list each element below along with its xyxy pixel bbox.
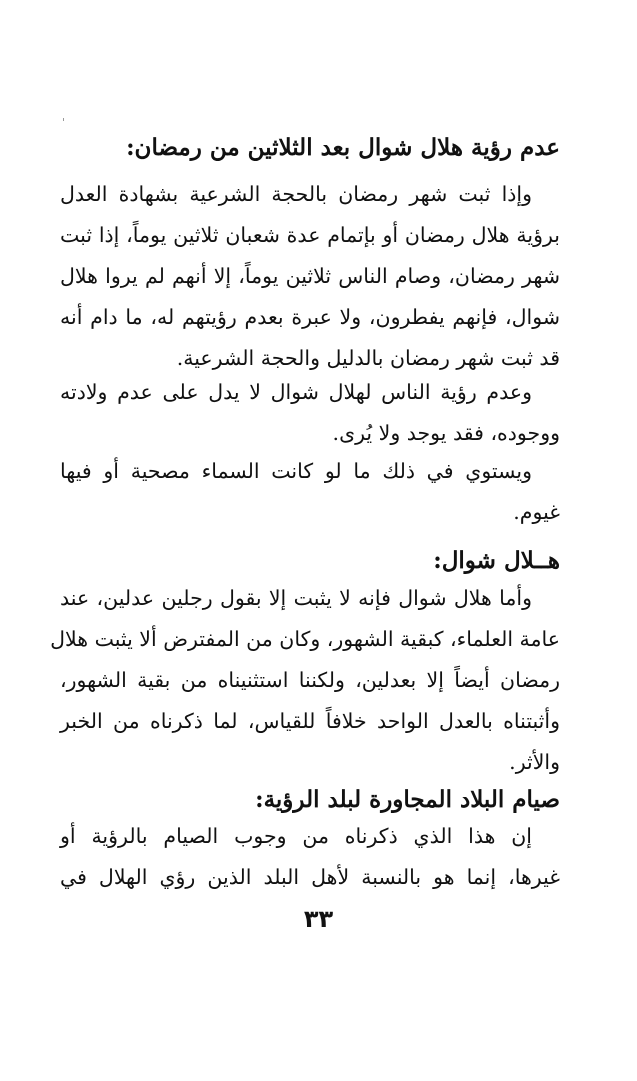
heading-shawwal-crescent: هــلال شوال:	[433, 547, 560, 574]
paragraph-not-seeing-crescent	[60, 372, 560, 454]
paragraph-ramadan-established	[60, 174, 560, 379]
heading-shawwal-crescent-not-seen: عدم رؤية هلال شوال بعد الثلاثين من رمضان:	[126, 134, 560, 161]
scan-mark	[63, 118, 64, 121]
text-line: وعدم رؤية الناس لهلال شوال لا يدل على عدم ولادته	[60, 380, 532, 404]
text-line: وإذا ثبت شهر رمضان بالحجة الشرعية بشهادة العدل	[60, 182, 532, 206]
text-line: شوال، فإنهم يفطرون، ولا عبرة بعدم رؤيتهم له، ما دام أنه	[60, 305, 560, 329]
paragraph-two-witnesses	[50, 578, 560, 783]
text-line: عامة العلماء، كبقية الشهور، وكان من المفترض ألا يثبت هلال	[50, 627, 560, 651]
text-line: ويستوي في ذلك ما لو كانت السماء مصحية أو فيها	[60, 459, 532, 483]
text-line: شهر رمضان، وصام الناس ثلاثين يوماً، إلا أنهم لم يروا هلال	[60, 264, 560, 288]
text-line: والأثر.	[509, 750, 560, 774]
text-line: رمضان أيضاً إلا بعدلين، ولكننا استثنيناه من بقية الشهور،	[60, 668, 560, 692]
text-line: إن هذا الذي ذكرناه من وجوب الصيام بالرؤية أو	[60, 824, 532, 848]
paragraph-clear-or-cloudy-sky	[60, 451, 560, 533]
text-line: غيرها، إنما هو بالنسبة لأهل البلد الذين رؤي الهلال في	[60, 865, 560, 889]
text-line: قد ثبت شهر رمضان بالدليل والحجة الشرعية.	[176, 346, 560, 370]
text-line: برؤية هلال رمضان أو بإتمام عدة شعبان ثلاثين يوماً، إذا ثبت	[60, 223, 560, 247]
text-line: ووجوده، فقد يوجد ولا يُرى.	[332, 421, 560, 445]
page-number: ٣٣	[303, 905, 334, 933]
paragraph-sighting-location	[60, 816, 560, 898]
text-line: وأثبتناه بالعدل الواحد خلافاً للقياس، لما ذكرناه من الخبر	[60, 709, 560, 733]
heading-neighboring-countries-fasting: صيام البلاد المجاورة لبلد الرؤية:	[255, 786, 560, 813]
text-line: وأما هلال شوال فإنه لا يثبت إلا بقول رجلين عدلين، عند	[60, 586, 532, 610]
text-line: غيوم.	[513, 500, 560, 524]
